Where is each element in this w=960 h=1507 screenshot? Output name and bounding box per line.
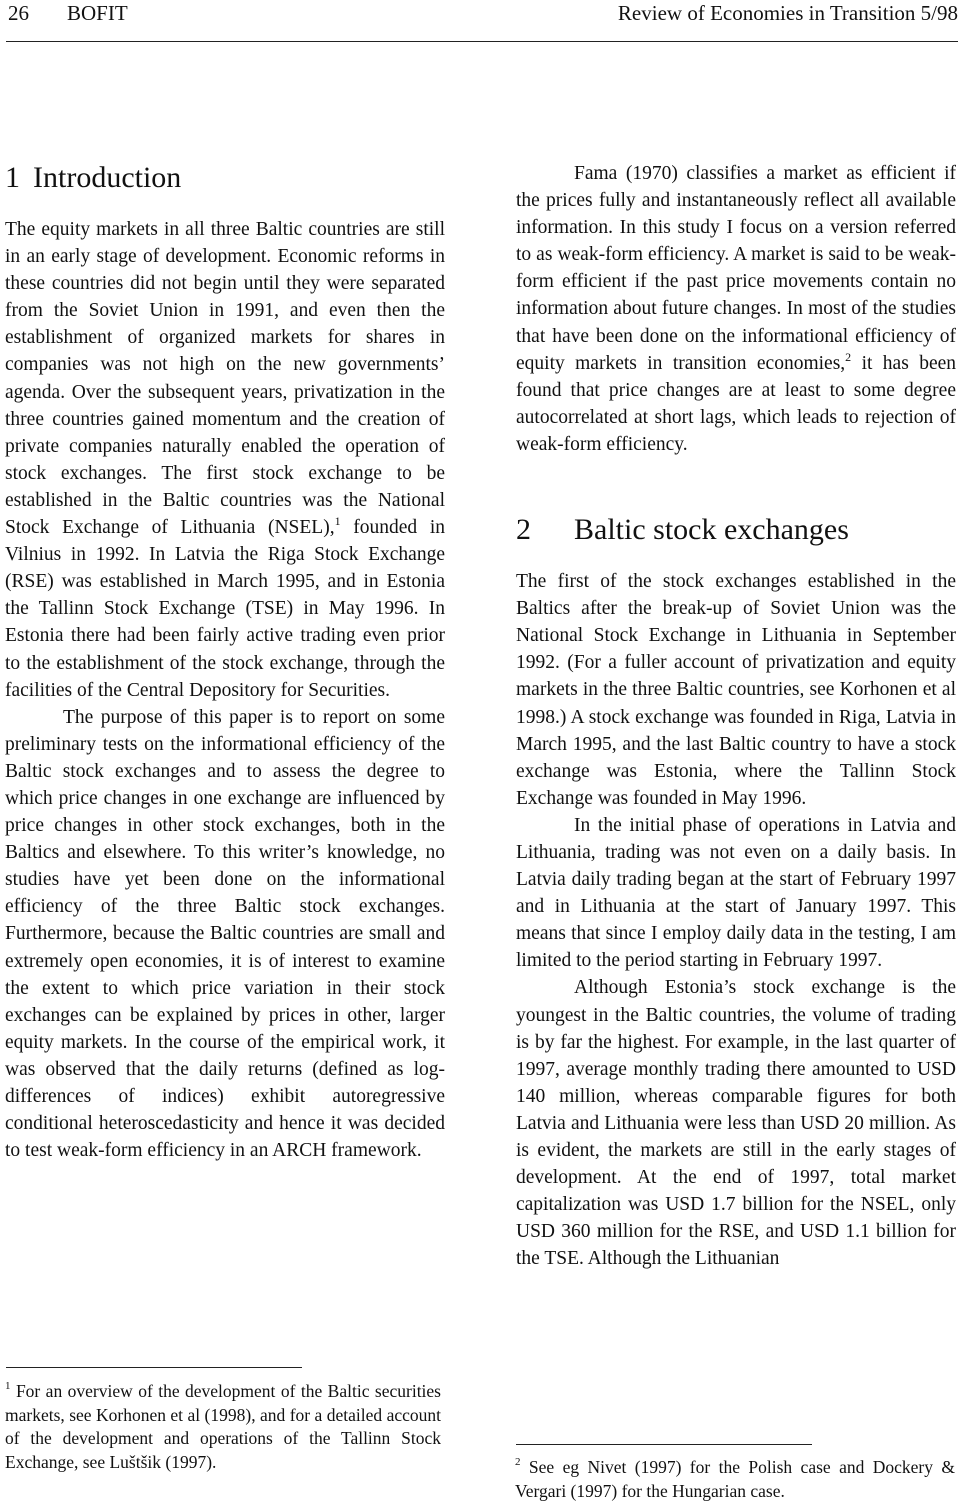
page-number: 26 [8,1,29,25]
efficiency-part-b: it has been found that price changes are at least to some degree autocorrelated at short lags, which leads to rejection of weak-form efficiency. [516,352,957,455]
footnote-1 [5,1380,441,1474]
section-1-title: Introduction [33,161,182,194]
efficiency-paragraph [516,160,956,458]
section-2-heading [516,512,956,548]
right-column [516,160,956,1272]
efficiency-part-a: Fama (1970) classifies a market as efficient if the prices fully and instantaneously reflect all available information. In this study I focus on a version referred to as weak-form efficiency. A market is said to be weak-form efficient if the past price movements contain no information about future changes. In most of the studies that have been done on the informational efficiency of equity markets in transition economies, [516,163,956,374]
section-2-title: Baltic stock exchanges [574,513,849,547]
footnote-2-mark: 2 [515,1456,521,1468]
left-column [5,160,445,1164]
section-1-heading [5,160,445,196]
footnote-2 [515,1456,955,1503]
section-1-number: 1 [5,161,20,194]
intro-paragraph-2: The purpose of this paper is to report on some preliminary tests on the informational efficiency of the Baltic stock exchanges and to assess the degree to which price changes in one exchange are influenced by price changes in other stock exchanges, both in the Baltics and elsewhere. To this writer’s knowledge, no studies have yet been done on the informational efficiency of the three Baltic stock exchanges. Furthermore, because the Baltic countries are small and extremely open economies, it is of interest to examine the extent to which price variation in their stock exchanges can be explained by prices in other, larger equity markets. In the course of the empirical work, it was observed that the daily returns (defined as log-differences of indices) exhibit autoregressive conditional heteroscedasticity and hence it was decided to test weak-form efficiency in an ARCH framework. [5,706,445,1162]
footnote-rule-right [516,1444,812,1445]
intro-paragraph-1 [5,216,445,704]
section-2-number: 2 [516,513,531,547]
header-rule [6,41,958,42]
baltic-paragraph-1: The first of the stock exchanges established in the Baltics after the break-up of Soviet Union was the National Stock Exchange in Lithuania in September 1992. (For a fuller account of privatization and equity markets in the three Baltic countries, see Korhonen et al 1998.) A stock exchange was founded in Riga, Latvia in March 1995, and the last Baltic country to have a stock exchange was Estonia, where the Tallinn Stock Exchange was founded in May 1996. [516,571,956,809]
intro-p1-part-b: founded in Vilnius in 1992. In Latvia the Riga Stock Exchange (RSE) was established in March 1995, and in Estonia the Tallinn Stock Exchange (TSE) in May 1996. In Estonia there had been fairly active trading even prior to the establishment of the stock exchange, through the facilities of the Central Depository for Securities. [5,517,445,701]
intro-p1-part-a: The equity markets in all three Baltic countries are still in an early stage of development. Economic reforms in these countries did not begin until they were separated from the Soviet Union in 1991, and even then the establishment of organized markets for shares in companies was not high on the new governments’ agenda. Over the subsequent years, privatization in the three countries gained momentum and the creation of private companies naturally enabled the operation of stock exchanges. The first stock exchange to be established in the Baltic countries was the National Stock Exchange of Lithuania (NSEL), [5,219,445,539]
baltic-paragraph-3: Although Estonia’s stock exchange is the youngest in the Baltic countries, the volume of trading is by far the highest. For example, in the last quarter of 1997, average monthly trading there amounted to USD 140 million, whereas comparable figures for both Latvia and Lithuania were less than USD 20 million. As is evident, the markets are still in the early stages of development. At the end of 1997, total market capitalization was USD 1.7 billion for the NSEL, only USD 360 million for the RSE, and USD 1.1 billion for the TSE. Although the Lithuanian [516,977,956,1270]
publisher-name: BOFIT [67,1,128,25]
journal-title: Review of Economies in Transition 5/98 [617,1,958,25]
footnote-2-text: See eg Nivet (1997) for the Polish case and Dockery & Vergari (1997) for the Hungarian case. [515,1457,955,1501]
page-header [0,0,960,48]
footnote-1-text: For an overview of the development of the Baltic securities markets, see Korhonen et al (1998), and for a detailed account of the development and operations of the Tallinn Stock Exchange, see Luštšik (1997). [5,1381,441,1472]
footnote-1-mark: 1 [5,1380,11,1392]
footnote-ref-1[interactable]: 1 [334,514,341,529]
footnote-ref-2[interactable]: 2 [845,349,852,364]
footnote-rule-left [6,1367,302,1368]
baltic-paragraph-2: In the initial phase of operations in Latvia and Lithuania, trading was not even on a daily basis. In Latvia daily trading began at the start of February 1997 and in Lithuania at the start of January 1997. This means that since I employ daily data in the testing, I am limited to the period starting in February 1997. [516,814,956,972]
